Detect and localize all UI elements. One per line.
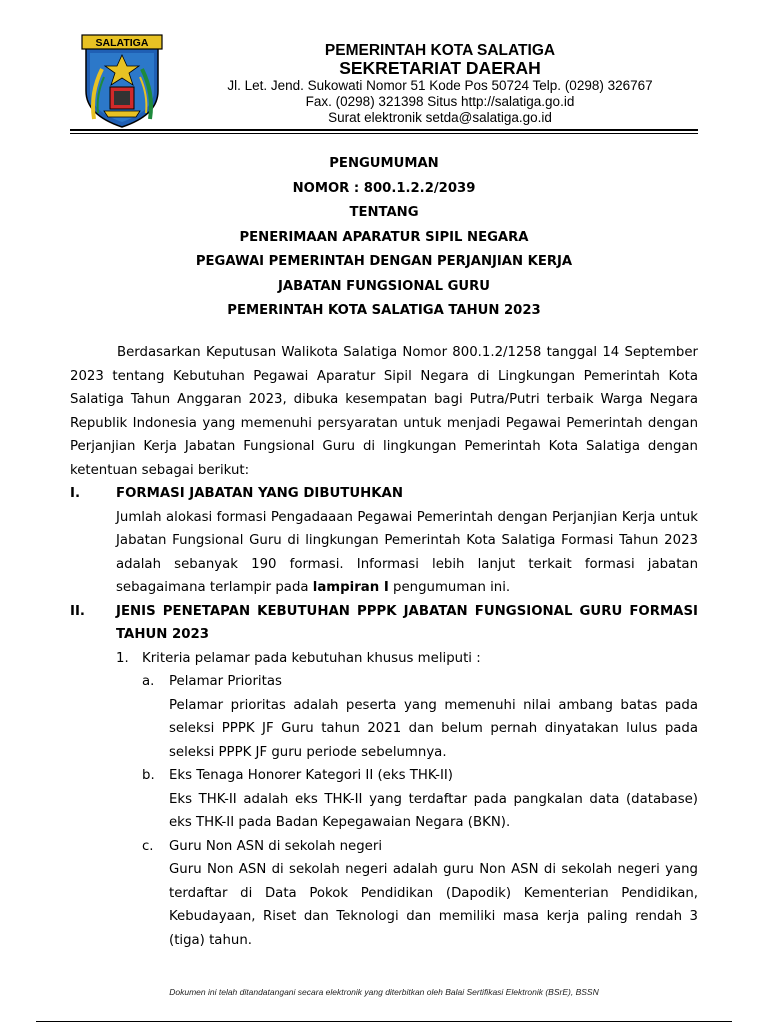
- intro-paragraph: Berdasarkan Keputusan Walikota Salatiga Nomor 800.1.2/1258 tanggal 14 September 2023 tentang Kebutuhan Pegawai Aparatur Sipil Negara di Lingkungan Pemerintah Kota Salatiga Tahun Anggaran 2023, dibuka kesempatan bagi Putra/Putri terbaik Warga Negara Republik Indonesia yang memenuhi persyaratan untuk menjadi Pegawai Pemerintah dengan Perjanjian Kerja Jabatan Fungsional Guru di lingkungan Pemerintah Kota Salatiga dengan ketentuan sebagai berikut:: [70, 345, 698, 478]
- announcement-number: NOMOR : 800.1.2.2/2039: [292, 180, 476, 196]
- announcement-subject-1: PENERIMAAN APARATUR SIPIL NEGARA: [239, 229, 529, 245]
- section-1-number: I.: [70, 486, 80, 501]
- criteria-a-title: Pelamar Prioritas: [169, 674, 282, 689]
- criteria-a-description: Pelamar prioritas adalah peserta yang memenuhi nilai ambang batas pada seleksi PPPK JF Guru tahun 2021 dan belum pernah dinyatakan lulus pada seleksi PPPK JF guru periode sebelumnya.: [169, 697, 698, 760]
- criteria-b-letter: b.: [142, 768, 155, 783]
- criteria-b-title: Eks Tenaga Honorer Kategori II (eks THK-II): [169, 768, 453, 783]
- office-name: SEKRETARIAT DAERAH: [339, 58, 541, 78]
- criteria-item-a: [142, 670, 698, 764]
- criteria-c-description: Guru Non ASN di sekolah negeri adalah guru Non ASN di sekolah negeri yang terdaftar di Data Pokok Pendidikan (Dapodik) Kementerian Pendidikan, Kebudayaan, Riset dan Teknologi dan memiliki masa kerja paling rendah 3 (tiga) tahun.: [169, 862, 698, 948]
- section-1-heading: [70, 482, 698, 506]
- announcement-subject-2: PEGAWAI PEMERINTAH DENGAN PERJANJIAN KERJA: [195, 254, 573, 269]
- announcement-subject-4: PEMERINTAH KOTA SALATIGA TAHUN 2023: [227, 303, 541, 318]
- salatiga-crest-logo: [80, 33, 164, 129]
- criteria-item-c: [142, 835, 698, 953]
- announcement-subject-3: JABATAN FUNGSIONAL GURU: [278, 278, 490, 294]
- announcement-body: [70, 341, 698, 952]
- criteria-c-letter: c.: [142, 838, 154, 854]
- lampiran-reference: lampiran I: [312, 580, 389, 595]
- section-2-item-1: [116, 647, 698, 671]
- letterhead-rule-thick: [70, 129, 698, 131]
- section-1-body: [116, 506, 698, 600]
- criteria-item-b: [142, 764, 698, 835]
- criteria-list: [70, 670, 698, 952]
- footer-rule: [36, 1021, 732, 1022]
- item-1-number: 1.: [116, 650, 129, 666]
- section-1-body-end: pengumuman ini.: [388, 580, 511, 595]
- section-2-title: JENIS PENETAPAN KEBUTUHAN PPPK JABATAN FUNGSIONAL GURU FORMASI TAHUN 2023: [116, 603, 698, 642]
- section-1-body-text: Jumlah alokasi formasi Pengadaaan Pegawai Pemerintah dengan Perjanjian Kerja untuk Jabatan Fungsional Guru di lingkungan Pemerintah Kota Salatiga Formasi Tahun 2023 adalah sebanyak 190 formasi. Informasi lebih lanjut terkait formasi jabatan sebagaimana terlampir pada: [116, 509, 698, 595]
- criteria-b-description: Eks THK-II adalah eks THK-II yang terdaftar pada pangkalan data (database) eks THK-II pada Badan Kepegawaian Negara (BKN).: [169, 791, 698, 830]
- announcement-heading: PENGUMUMAN: [329, 156, 439, 171]
- letterhead: [0, 0, 768, 135]
- criteria-a-letter: a.: [142, 674, 155, 689]
- announcement-title-block: [70, 152, 698, 324]
- announcement-about: TENTANG: [349, 205, 419, 220]
- logo-text: SALATIGA: [95, 37, 149, 49]
- item-1-text: Kriteria pelamar pada kebutuhan khusus meliputi :: [142, 650, 481, 666]
- e-signature-footer-note: Dokumen ini telah ditandatangani secara elektronik yang diterbitkan oleh Balai Sertifikasi Elektronik (BSrE), BSSN: [169, 987, 599, 997]
- office-address: Jl. Let. Jend. Sukowati Nomor 51 Kode Pos 50724 Telp. (0298) 326767: [227, 78, 653, 93]
- section-2-number: II.: [70, 603, 85, 619]
- letterhead-rule-thin: [70, 133, 698, 134]
- office-email: Surat elektronik setda@salatiga.go.id: [328, 110, 552, 125]
- section-1-title: FORMASI JABATAN YANG DIBUTUHKAN: [116, 486, 403, 501]
- section-2-heading: [70, 600, 698, 647]
- criteria-c-title: Guru Non ASN di sekolah negeri: [169, 838, 383, 854]
- government-name: PEMERINTAH KOTA SALATIGA: [324, 42, 556, 59]
- office-fax-website: Fax. (0298) 321398 Situs http://salatiga.go.id: [305, 94, 575, 109]
